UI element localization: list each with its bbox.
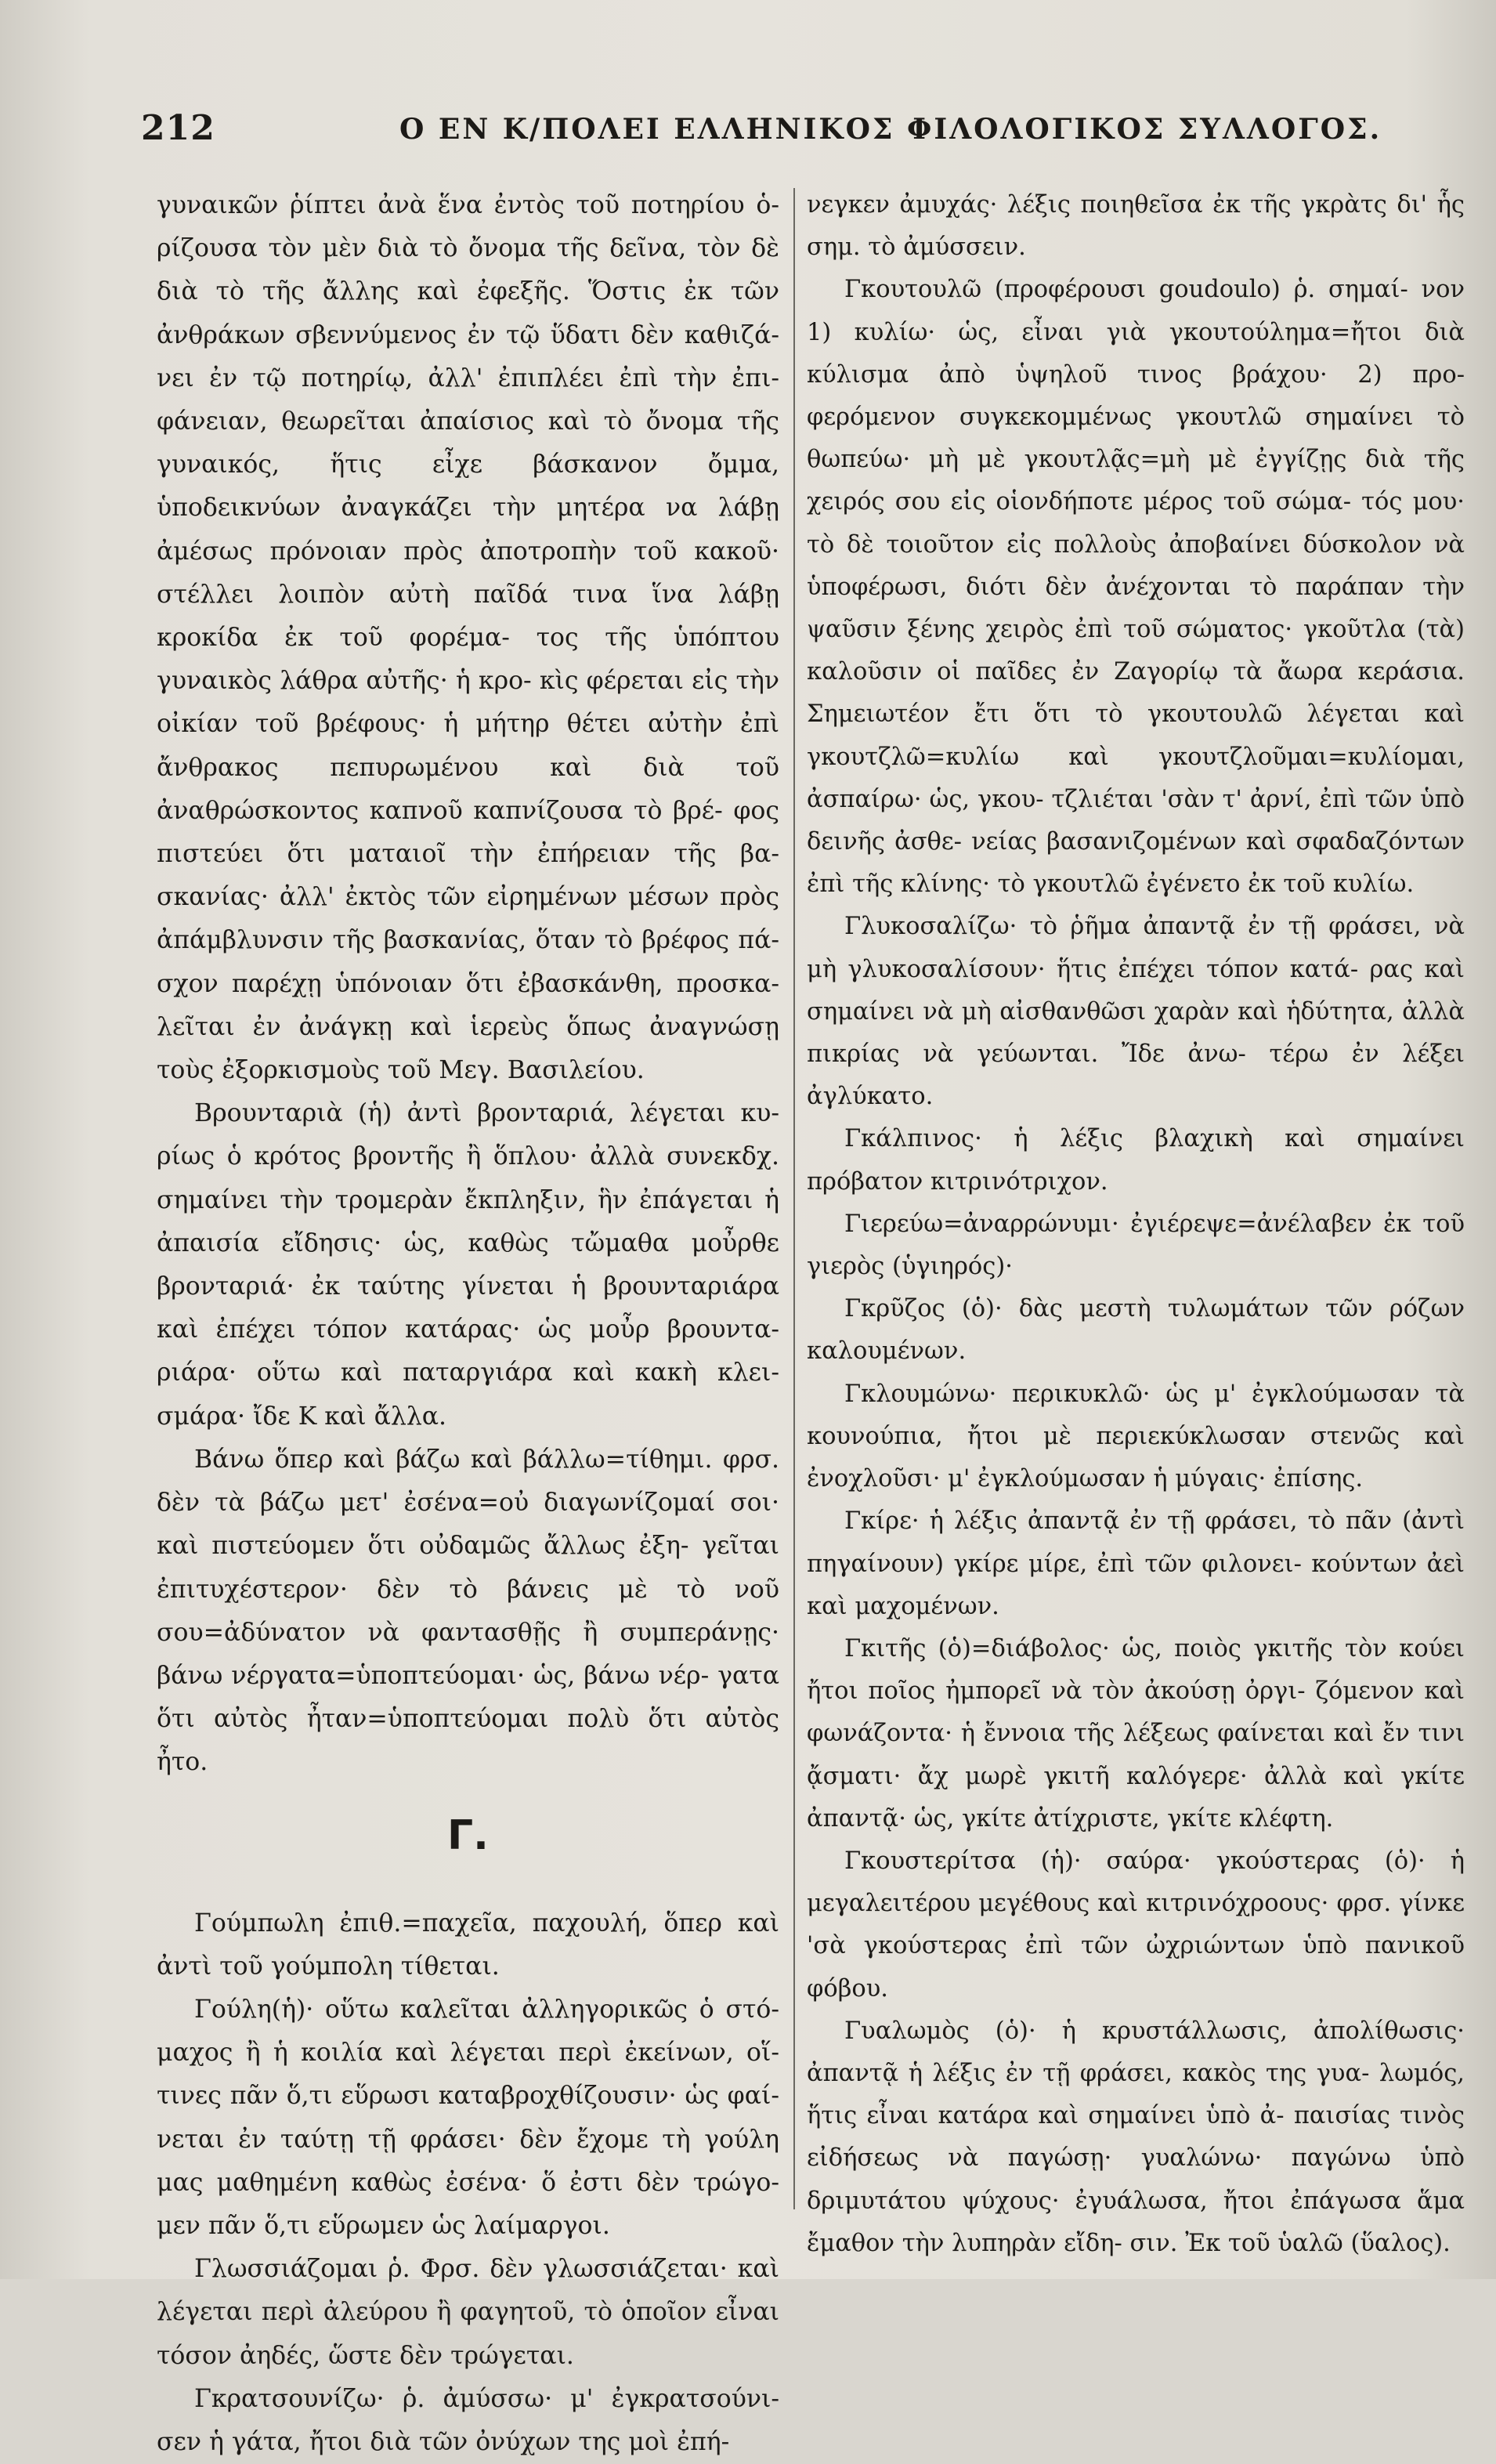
- dictionary-entry: Βρουνταριὰ (ἡ) ἀντὶ βρονταριά, λέγεται κυ- ρίως ὁ κρότος βροντῆς ἢ ὅπλου· ἀλλὰ συνεκδχ. σημαίνει τὴν τρομερὰν ἔκπληξιν, ἣν ἐπάγεται ἡ ἀπαισία εἴδησις· ὡς, καθὼς τὤμαθα μοὖρθε βρονταριά· ἐκ ταύτης γίνεται ἡ βρουνταριάρα καὶ ἐπέχει τόπον κατάρας· ὡς μοὖρ βρουντα- ριάρα· οὕτω καὶ παταργιάρα καὶ κακὴ κλει- σμάρα· ἴδε Κ καὶ ἄλλα.: [157, 1099, 779, 1431]
- dictionary-entry: Γκρῦζος (ὁ)· δὰς μεστὴ τυλωμάτων τῶν ρόζων καλουμένων.: [807, 1295, 1465, 1366]
- right-column: [807, 184, 1465, 2265]
- dictionary-entry: Γκλουμώνω· περικυκλῶ· ὡς μ' ἐγκλούμωσαν τὰ κουνούπια, ἤτοι μὲ περιεκύκλωσαν στενῶς καὶ ἐνοχλοῦσι· μ' ἐγκλούμωσαν ἡ μύγαις· ἐπίσης.: [807, 1380, 1465, 1493]
- dictionary-entry: Γιερεύω=ἀναρρώνυμι· ἐγιέρεψε=ἀνέλαβεν ἐκ τοῦ γιερὸς (ὑγιηρός)·: [807, 1210, 1465, 1281]
- dictionary-entry: Βάνω ὅπερ καὶ βάζω καὶ βάλλω=τίθημι. φρσ. δὲν τὰ βάζω μετ' ἐσένα=οὐ διαγωνίζομαί σοι· καὶ πιστεύομεν ὅτι οὐδαμῶς ἄλλως ἐξη- γεῖται ἐπιτυχέστερον· δὲν τὸ βάνεις μὲ τὸ νοῦ σου=ἀδύνατον νὰ φαντασθῇς ἢ συμπεράνῃς· βάνω νέργατα=ὑποπτεύομαι· ὡς, βάνω νέρ- γατα ὅτι αὐτὸς ἦταν=ὑποπτεύομαι πολὺ ὅτι αὐτὸς ἦτο.: [157, 1445, 779, 1777]
- page-header: [141, 108, 1382, 155]
- column-divider: [793, 188, 795, 2209]
- section-letter: Γ.: [447, 1811, 489, 1859]
- running-title: Ο ΕΝ Κ/ΠΟΛΕΙ ΕΛΛΗΝΙΚΟΣ ΦΙΛΟΛΟΓΙΚΟΣ ΣΥΛΛΟΓΟΣ.: [399, 113, 1382, 146]
- page-number: 212: [141, 108, 215, 148]
- dictionary-entry: Γκουστερίτσα (ἡ)· σαύρα· γκούστερας (ὁ)· ἡ μεγαλειτέρου μεγέθους καὶ κιτρινόχροους· φρσ. γίνκε 'σὰ γκούστερας ἐπὶ τῶν ὠχριώντων ὑπὸ πανικοῦ φόβου.: [807, 1847, 1465, 2003]
- dictionary-entry: Γυαλωμὸς (ὁ)· ἡ κρυστάλλωσις, ἀπολίθωσις· ἀπαντᾷ ἡ λέξις ἐν τῇ φράσει, κακὸς της γυα- λωμός, ἥτις εἶναι κατάρα καὶ σημαίνει ὑπὸ ἀ- παισίας τινὸς εἰδήσεως νὰ παγώσῃ· γυαλώνω· παγώνω ὑπὸ δριμυτάτου ψύχους· ἐγυάλωσα, ἤτοι ἐπάγωσα ἅμα ἔμαθον τὴν λυπηρὰν εἴδη- σιν. Ἐκ τοῦ ὑαλῶ (ὕαλος).: [807, 2017, 1465, 2257]
- paragraph: γυναικῶν ῥίπτει ἀνὰ ἕνα ἐντὸς τοῦ ποτηρίου ὁ- ρίζουσα τὸν μὲν διὰ τὸ ὄνομα τῆς δεῖνα, τὸν δὲ διὰ τὸ τῆς ἄλλης καὶ ἐφεξῆς. Ὅστις ἐκ τῶν ἀνθράκων σβεννύμενος ἐν τῷ ὕδατι δὲν καθιζά- νει ἐν τῷ ποτηρίῳ, ἀλλ' ἐπιπλέει ἐπὶ τὴν ἐπι- φάνειαν, θεωρεῖται ἀπαίσιος καὶ τὸ ὄνομα τῆς γυναικός, ἥτις εἶχε βάσκανον ὄμμα, ὑποδεικνύων ἀναγκάζει τὴν μητέρα να λάβῃ ἀμέσως πρόνοιαν πρὸς ἀποτροπὴν τοῦ κακοῦ· στέλλει λοιπὸν αὐτὴ παῖδά τινα ἵνα λάβῃ κροκίδα ἐκ τοῦ φορέμα- τος τῆς ὑπόπτου γυναικὸς λάθρα αὐτῆς· ἡ κρο- κὶς φέρεται εἰς τὴν οἰκίαν τοῦ βρέφους· ἡ μήτηρ θέτει αὐτὴν ἐπὶ ἄνθρακος πεπυρωμένου καὶ διὰ τοῦ ἀναθρώσκοντος καπνοῦ καπνίζουσα τὸ βρέ- φος πιστεύει ὅτι ματαιοῖ τὴν ἐπήρειαν τῆς βα- σκανίας· ἀλλ' ἐκτὸς τῶν εἰρημένων μέσων πρὸς ἀπάμβλυνσιν τῆς βασκανίας, ὅταν τὸ βρέφος πά- σχον παρέχῃ ὑπόνοιαν ὅτι ἐβασκάνθη, προσκα- λεῖται ἐν ἀνάγκῃ καὶ ἱερεὺς ὅπως ἀναγνώσῃ τοὺς ἐξορκισμοὺς τοῦ Μεγ. Βασιλείου.: [157, 191, 779, 1085]
- dictionary-entry: Γλυκοσαλίζω· τὸ ῥῆμα ἀπαντᾷ ἐν τῇ φράσει, νὰ μὴ γλυκοσαλίσουν· ἥτις ἐπέχει τόπον κατά- ρας καὶ σημαίνει νὰ μὴ αἰσθανθῶσι χαρὰν καὶ ἡδύτητα, ἀλλὰ πικρίας νὰ γεύωνται. Ἴδε ἀνω- τέρω ἐν λέξει ἀγλύκατο.: [807, 913, 1465, 1111]
- dictionary-entry: Γούλη(ἡ)· οὕτω καλεῖται ἀλληγορικῶς ὁ στό- μαχος ἢ ἡ κοιλία καὶ λέγεται περὶ ἐκείνων, οἵ- τινες πᾶν ὅ,τι εὕρωσι καταβροχθίζουσιν· ὡς φαί- νεται ἐν ταύτῃ τῇ φράσει· δὲν ἔχομε τὴ γούλη μας μαθημένη καθὼς ἐσένα· ὅ ἐστι δὲν τρώγο- μεν πᾶν ὅ,τι εὕρωμεν ὡς λαίμαργοι.: [157, 1995, 779, 2240]
- paragraph: νεγκεν ἀμυχάς· λέξις ποιηθεῖσα ἐκ τῆς γκρὰτς δι' ἧς σημ. τὸ ἀμύσσειν.: [807, 191, 1465, 262]
- dictionary-entry: Γλωσσιάζομαι ῥ. Φρσ. δὲν γλωσσιάζεται· καὶ λέγεται περὶ ἀλεύρου ἢ φαγητοῦ, τὸ ὁποῖον εἶναι τόσον ἀηδές, ὥστε δὲν τρώγεται.: [157, 2255, 779, 2370]
- dictionary-entry: Γκρατσουνίζω· ῥ. ἀμύσσω· μ' ἐγκρατσούνι- σεν ἡ γάτα, ἤτοι διὰ τῶν ὀνύχων της μοὶ ἐπή-: [157, 2384, 779, 2456]
- dictionary-entry: Γκιτῆς (ὁ)=διάβολος· ὡς, ποιὸς γκιτῆς τὸν κούει ἤτοι ποῖος ἠμπορεῖ νὰ τὸν ἀκούσῃ ὀργι- ζόμενον καὶ φωνάζοντα· ἡ ἔννοια τῆς λέξεως φαίνεται καὶ ἔν τινι ᾄσματι· ἄχ μωρὲ γκιτῆ καλόγερε· ἀλλὰ καὶ γκίτε ἀπαντᾷ· ὡς, γκίτε ἀτίχριστε, γκίτε κλέφτη.: [807, 1634, 1465, 1833]
- dictionary-entry: Γκουτουλῶ (προφέρουσι goudoulo) ῥ. σημαί- νον 1) κυλίω· ὡς, εἶναι γιὰ γκουτούλημα=ἤτοι διὰ κύλισμα ἀπὸ ὑψηλοῦ τινος βράχου· 2) προ- φερόμενον συγκεκομμένως γκουτλῶ σημαίνει τὸ θωπεύω· μὴ μὲ γκουτλᾷς=μὴ μὲ ἐγγίζῃς διὰ τῆς χειρός σου εἰς οἱονδήποτε μέρος τοῦ σώμα- τός μου· τὸ δὲ τοιοῦτον εἰς πολλοὺς ἀποβαίνει δύσκολον νὰ ὑποφέρωσι, διότι δὲν ἀνέχονται τὸ παράπαν τὴν ψαῦσιν ξένης χειρὸς ἐπὶ τοῦ σώματος· γκοῦτλα (τὰ) καλοῦσιν οἱ παῖδες ἐν Ζαγορίῳ τὰ ἄωρα κεράσια. Σημειωτέον ἔτι ὅτι τὸ γκουτουλῶ λέγεται καὶ γκουτζλῶ=κυλίω καὶ γκουτζλοῦμαι=κυλίομαι, ἀσπαίρω· ὡς, γκου- τζλιέται 'σὰν τ' ἀρνί, ἐπὶ τῶν ὑπὸ δεινῆς ἀσθε- νείας βασανιζομένων καὶ σφαδαζόντων ἐπὶ τῆς κλίνης· τὸ γκουτλῶ ἐγένετο ἐκ τοῦ κυλίω.: [807, 276, 1465, 899]
- dictionary-entry: Γούμπωλη ἐπιθ.=παχεῖα, παχουλή, ὅπερ καὶ ἀντὶ τοῦ γούμπολη τίθεται.: [157, 1909, 779, 1981]
- dictionary-entry: Γκάλπινος· ἡ λέξις βλαχικὴ καὶ σημαίνει πρόβατον κιτρινότριχον.: [807, 1125, 1465, 1196]
- dictionary-entry: Γκίρε· ἡ λέξις ἀπαντᾷ ἐν τῇ φράσει, τὸ πᾶν (ἀντὶ πηγαίνουν) γκίρε μίρε, ἐπὶ τῶν φιλονει- κούντων ἀεὶ καὶ μαχομένων.: [807, 1507, 1465, 1620]
- left-column: [157, 184, 779, 2464]
